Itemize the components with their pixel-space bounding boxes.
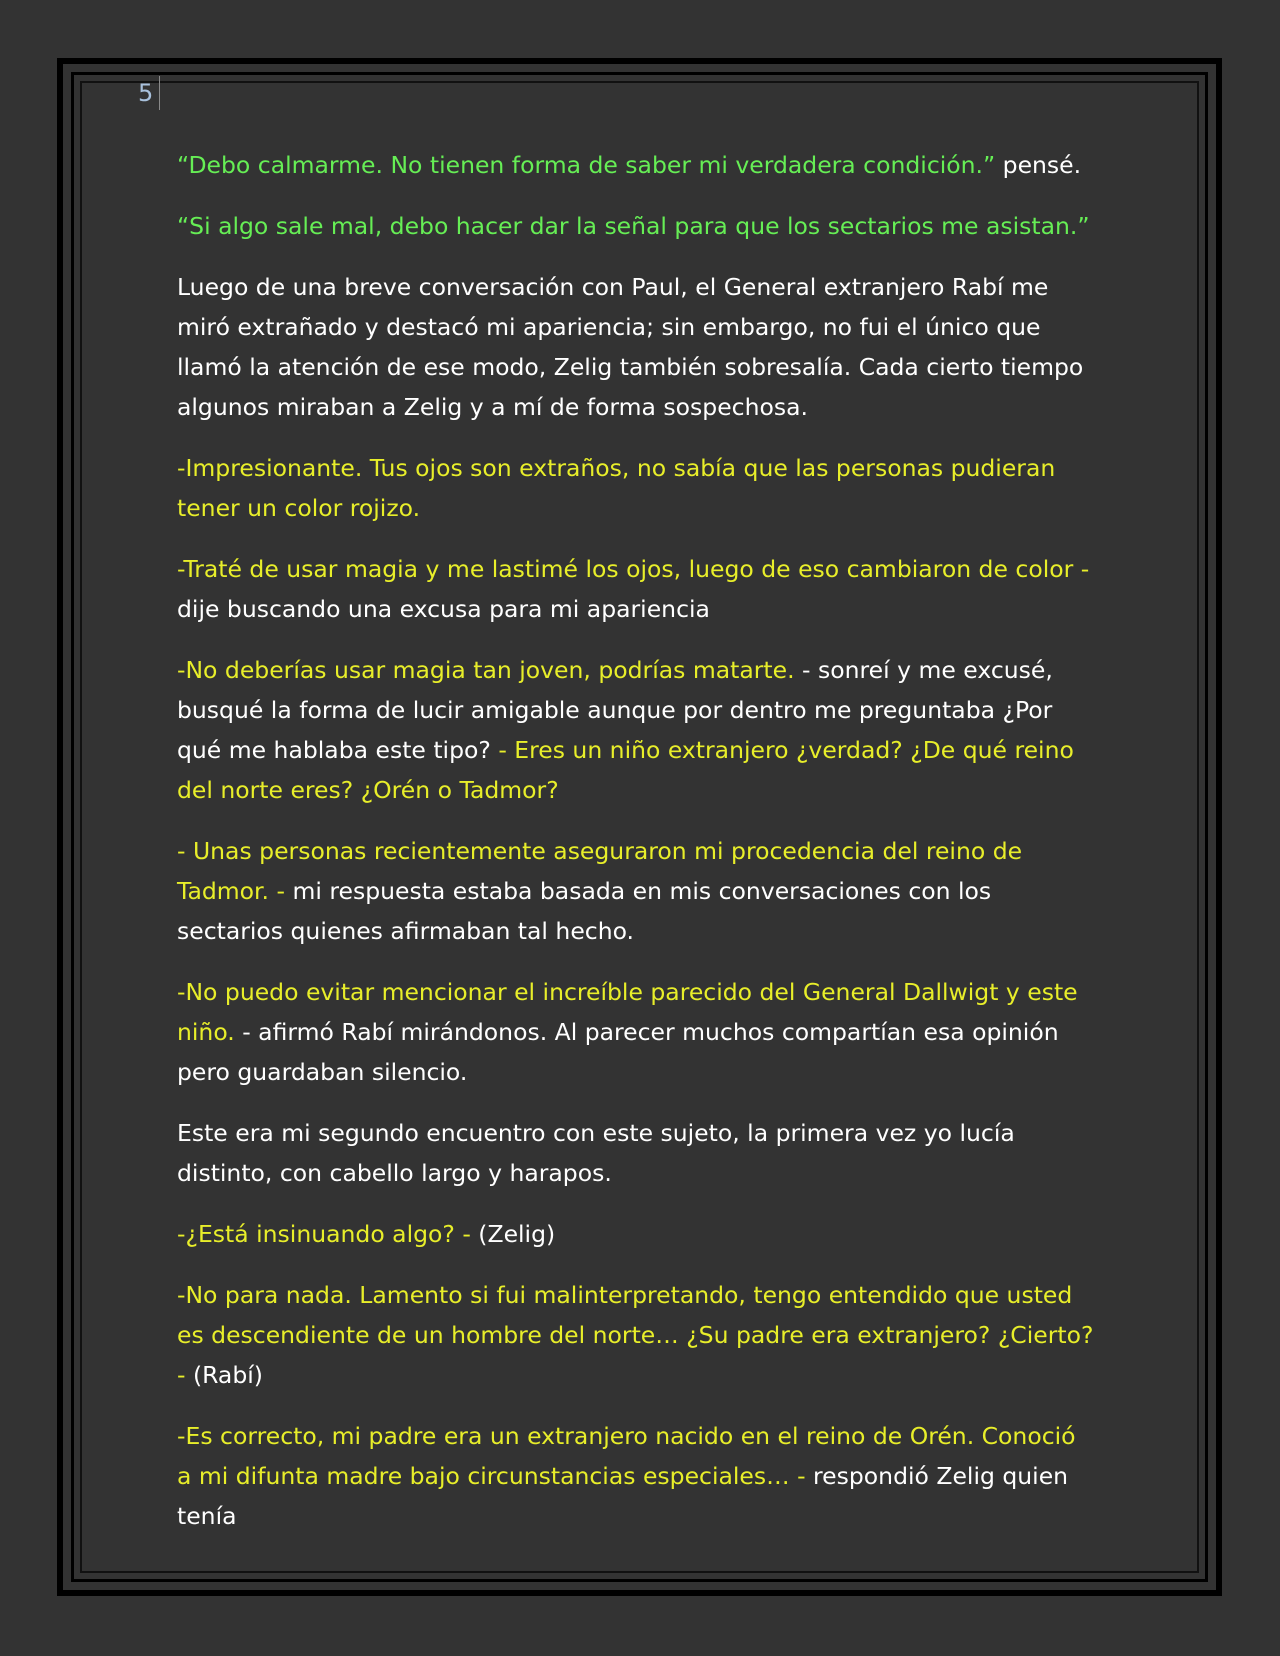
narration-text: - sonreí y me excusé, busqué la forma de lucir amigable aunque por dentro me preguntaba ¿Por qué me hablaba este tipo? (177, 656, 1053, 764)
paragraph (177, 972, 1097, 1092)
thought-text: “Debo calmarme. No tienen forma de saber mi verdadera condición.” (177, 151, 996, 179)
paragraph (177, 831, 1097, 951)
dialogue-text: -No para nada. Lamento si fui malinterpretando, tengo entendido que usted es descendiente de un hombre del norte… ¿Su padre era extranjero? ¿Cierto?- (177, 1281, 1094, 1389)
narration-text: dije buscando una excusa para mi apariencia (177, 595, 710, 623)
paragraph (177, 650, 1097, 810)
dialogue-text: -Es correcto, mi padre era un extranjero nacido en el reino de Orén. Conoció a mi difunta madre bajo circunstancias especiales… - (177, 1422, 1076, 1490)
narration-text: (Zelig) (470, 1220, 556, 1248)
story-text (177, 145, 1097, 1557)
narration-text: respondió Zelig quien tenía (177, 1462, 1069, 1530)
dialogue-text: - Unas personas recientemente aseguraron mi procedencia del reino de Tadmor. - (177, 837, 1023, 905)
narration-text: Este era mi segundo encuentro con este sujeto, la primera vez yo lucía distinto, con cabello largo y harapos. (177, 1119, 1015, 1187)
paragraph (177, 206, 1097, 246)
narration-text: - afirmó Rabí mirándonos. Al parecer muchos compartían esa opinión pero guardaban silencio. (177, 1018, 1059, 1086)
page-number: 5 (138, 76, 160, 110)
paragraph (177, 549, 1097, 629)
narration-text: mi respuesta estaba basada en mis conversaciones con los sectarios quienes afirmaban tal hecho. (177, 877, 992, 945)
paragraph (177, 448, 1097, 528)
paragraph (177, 1275, 1097, 1395)
narration-text: (Rabí) (185, 1361, 263, 1389)
dialogue-text: -Impresionante. Tus ojos son extraños, no sabía que las personas pudieran tener un color rojizo. (177, 454, 1056, 522)
paragraph (177, 1214, 1097, 1254)
paragraph (177, 1416, 1097, 1536)
paragraph (177, 145, 1097, 185)
dialogue-text: - Eres un niño extranjero ¿verdad? ¿De qué reino del norte eres? ¿Orén o Tadmor? (177, 736, 1074, 804)
narration-text: pensé. (995, 151, 1082, 179)
dialogue-text: -¿Está insinuando algo? - (177, 1220, 471, 1248)
paragraph (177, 1113, 1097, 1193)
dialogue-text: -No deberías usar magia tan joven, podrías matarte. (177, 656, 795, 684)
thought-text: “Si algo sale mal, debo hacer dar la señal para que los sectarios me asistan.” (177, 212, 1090, 240)
dialogue-text: -Traté de usar magia y me lastimé los ojos, luego de eso cambiaron de color - (177, 555, 1090, 583)
dialogue-text: -No puedo evitar mencionar el increíble parecido del General Dallwigt y este niño. (177, 978, 1078, 1046)
narration-text: Luego de una breve conversación con Paul, el General extranjero Rabí me miró extrañado y destacó mi apariencia; sin embargo, no fui el único que llamó la atención de ese modo, Zelig también sobresalía. Cada cierto tiempo algunos miraban a Zelig y a mí de forma sospechosa. (177, 273, 1084, 421)
paragraph (177, 267, 1097, 427)
